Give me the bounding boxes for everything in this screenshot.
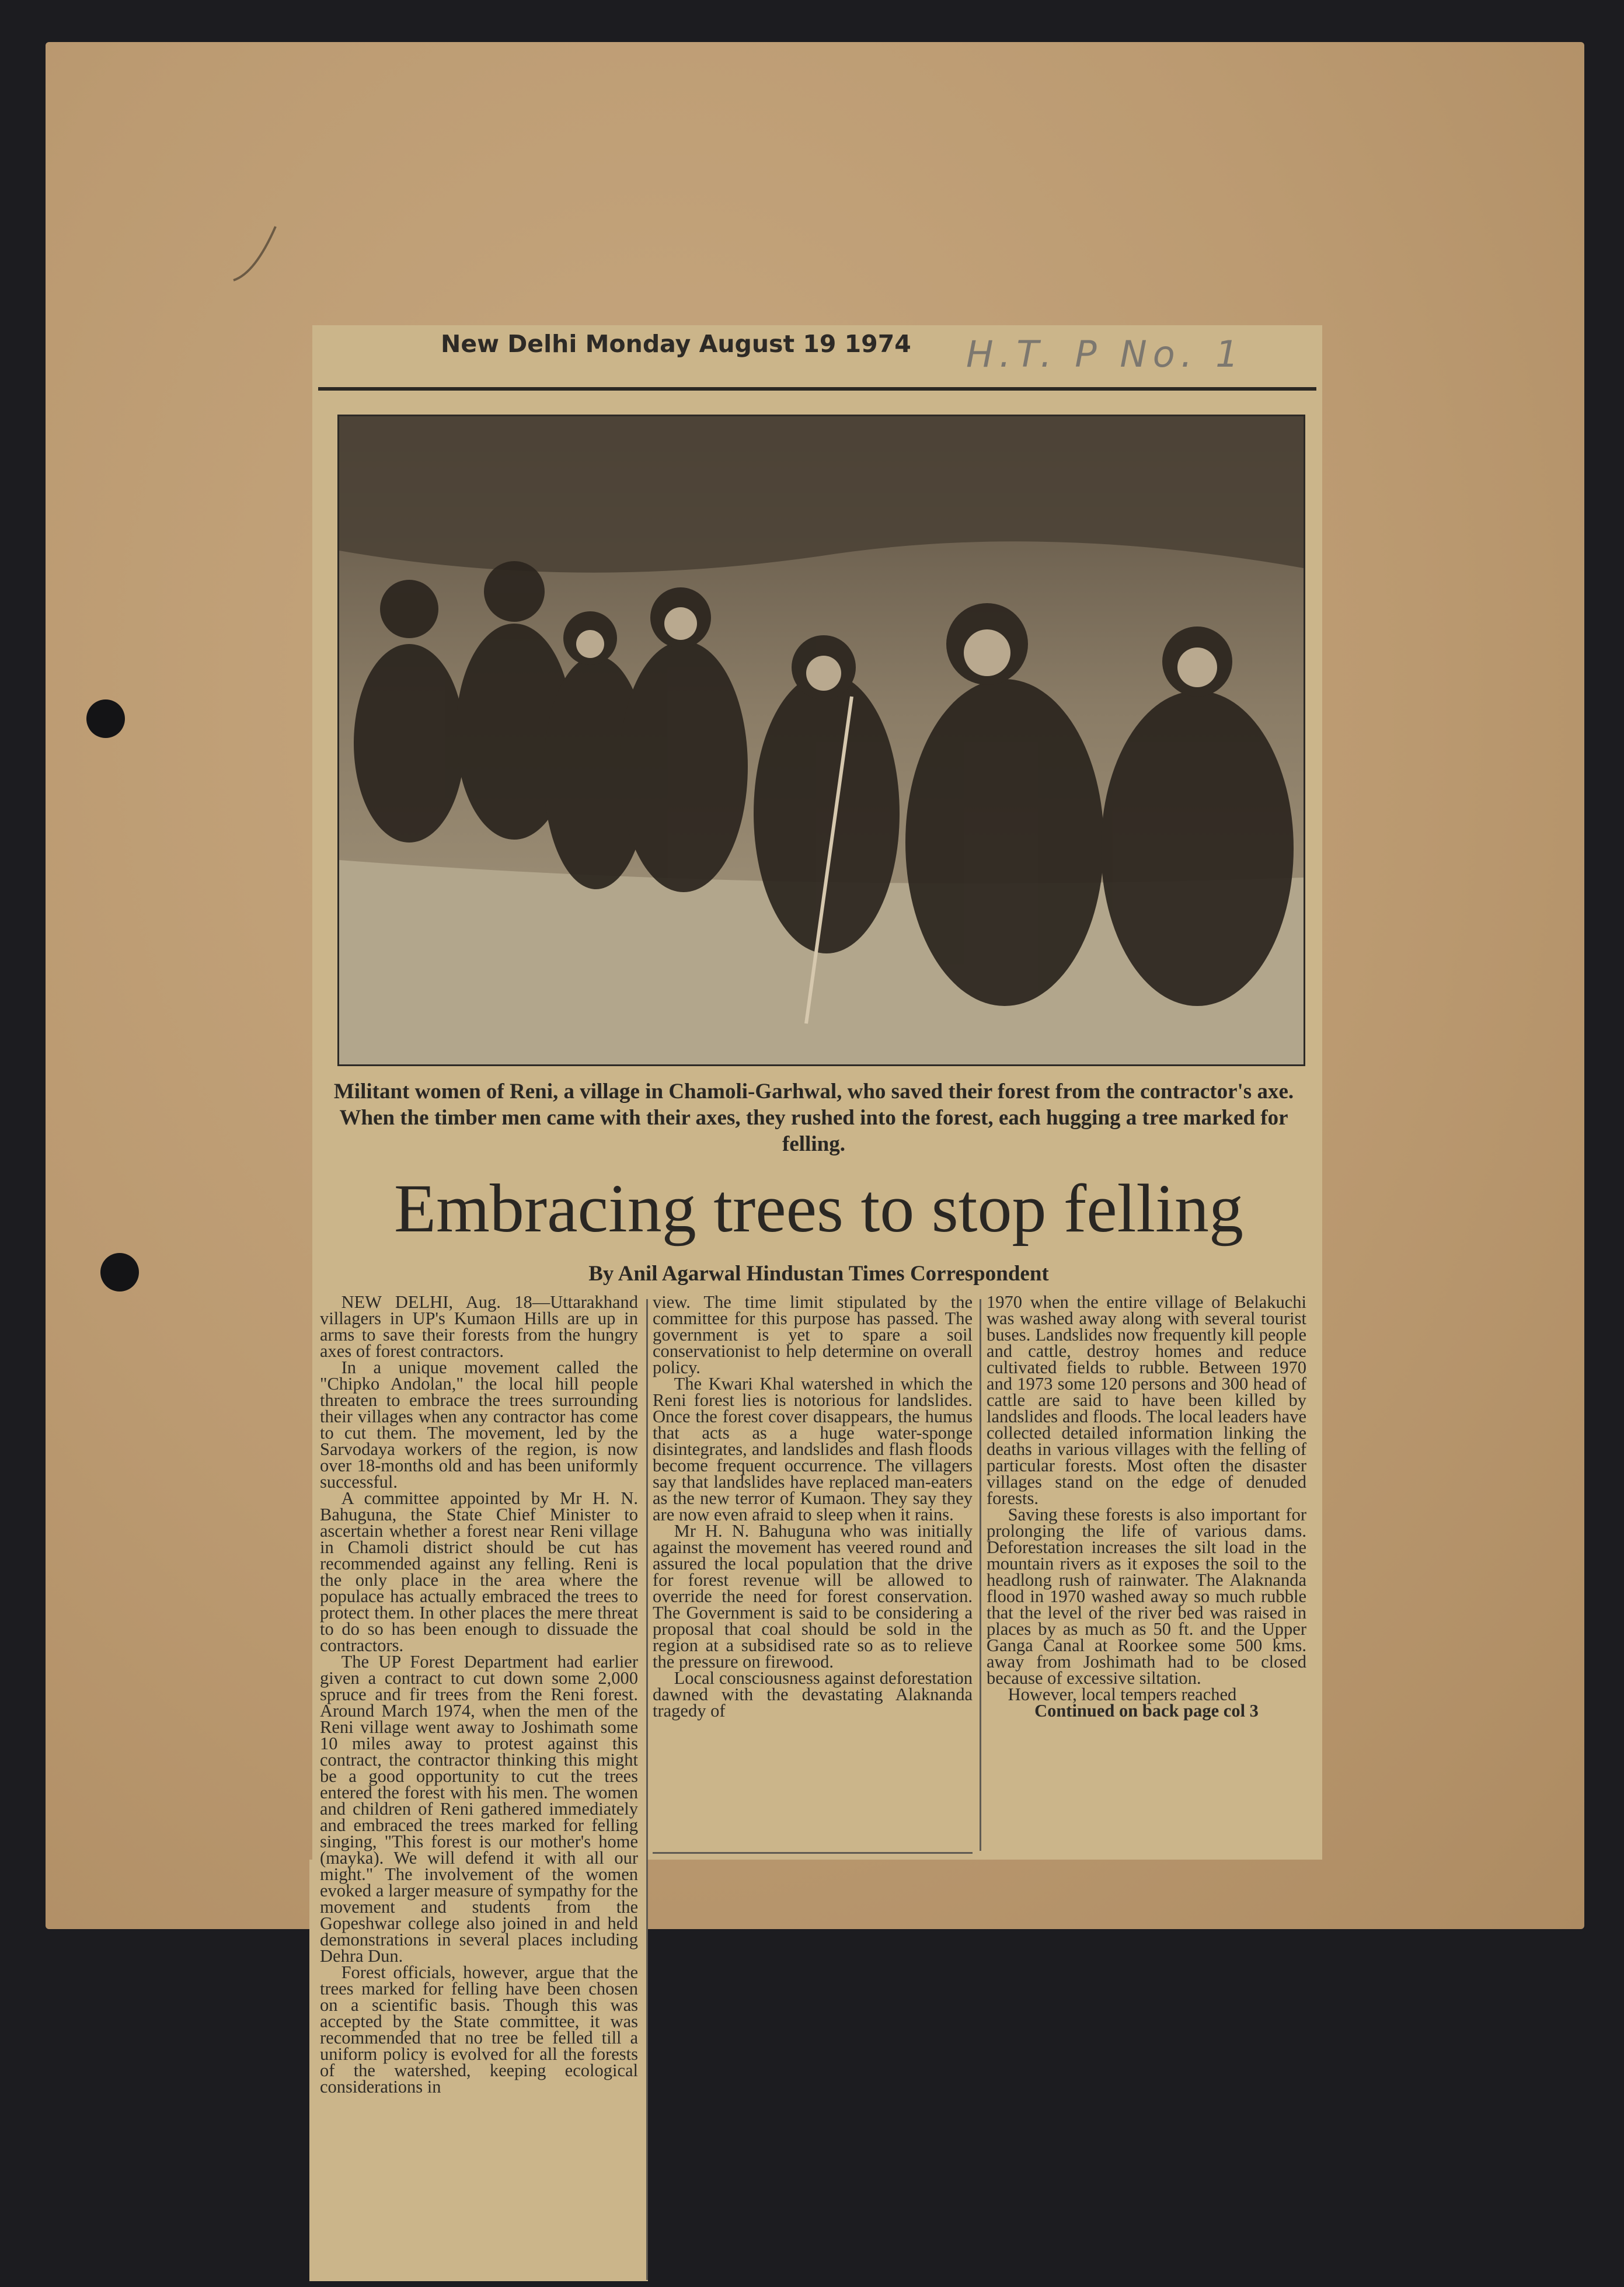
paragraph: Local consciousness against deforestation dawned with the devastating Alaknanda tragedy of bbox=[653, 1668, 973, 1721]
header-rule bbox=[318, 387, 1316, 391]
paragraph: Mr H. N. Bahuguna who was initially against the movement has veered round and assured the local population that the drive for forest revenue will be allowed to override the need for forest conservation. The Government is said to be considering a proposal that coal should be sold in the region at a subsidised rate so as to relieve the pressure on firewood. bbox=[653, 1521, 973, 1672]
paragraph: The UP Forest Department had earlier given a contract to cut down some 2,000 spruce and fir trees from the Reni forest. Around March 1974, when the men of the Reni village went away to Joshimath some 10 miles away to protest against this contract, the contractor thinking this might be a good opportunity to cut the trees entered the forest with his men. The women and children of Reni gathered immediately and embraced the trees marked for felling singing, "This forest is our mother's home (mayka). We will defend it with all our might." The involvement of the women evoked a larger measure of sympathy for the movement and students from the Gopeshwar college also joined in and held demonstrations in several places including Dehra Dun. bbox=[320, 1652, 638, 1966]
pencil-tick-mark bbox=[229, 222, 281, 286]
news-photograph bbox=[337, 415, 1305, 1066]
paragraph: 1970 when the entire village of Belakuchi was washed away along with several tourist buses. Landslides now frequently kill people and cattle, destroy homes and reduce cultivated fields to rubble. Between 1970 and 1973 some 120 persons and 300 head of cattle are said to have been killed by landslides and floods. The local leaders have collected detailed information linking the deaths in various villages with the felling of particular forests. Most often the disaster villages stand on the edge of denuded forests. bbox=[987, 1292, 1306, 1508]
paragraph: Saving these forests is also important for prolonging the life of various dams. Deforestation increases the silt load in the mountain rivers as it exposes the soil to the headlong rush of rainwater. The Alaknanda flood in 1970 washed away so much rubble that the level of the river bed was raised in places by as much as 50 ft. and the Upper Ganga Canal at Roorkee some 500 kms. away from Joshimath had to be closed because of excessive siltation. bbox=[987, 1505, 1306, 1688]
paragraph: However, local tempers reached bbox=[1008, 1684, 1237, 1704]
column-divider bbox=[980, 1299, 981, 1851]
photo-caption: Militant women of Reni, a village in Chamoli-Garhwal, who saved their forest from the contractor's axe. When the timber men came with their axes, they rushed into the forest, each hugging a tree marked for felling. bbox=[333, 1080, 1294, 1156]
paragraph: In a unique movement called the "Chipko Andolan," the local hill people threaten to embrace the trees surrounding their villages when any contractor has come to cut them. The movement, led by the Sarvodaya workers of the region, is now over 18-months old and has been uniformly successful. bbox=[320, 1357, 638, 1492]
paragraph: Forest officials, however, argue that the trees marked for felling have been chosen on a scientific basis. Though this was accepted by the State committee, it was recommended that no tree be felled till a uniform policy is evolved for all the forests of the watershed, keeping ecological considerations in bbox=[320, 1962, 638, 2097]
article-column-1 bbox=[320, 1294, 638, 2275]
punch-hole-top bbox=[86, 699, 125, 738]
continued-notice: Continued on back page col 3 bbox=[1034, 1701, 1259, 1721]
punch-hole-bottom bbox=[100, 1253, 139, 1292]
paragraph: The Kwari Khal watershed in which the Reni forest lies is notorious for landslides. Once the forest cover disappears, the humus that acts as a huge water-sponge disintegrates, and landslides and flash floods become frequent occurrence. The villagers say that landslides have replaced man-eaters as the new terror of Kumaon. They say they are now even afraid to sleep when it rains. bbox=[653, 1374, 973, 1524]
dateline: New Delhi Monday August 19 1974 bbox=[441, 330, 911, 358]
byline: By Anil Agarwal Hindustan Times Correspondent bbox=[588, 1262, 1049, 1286]
article-column-2 bbox=[653, 1294, 973, 1854]
handwritten-annotation: H.T. P No. 1 bbox=[966, 333, 1245, 375]
women-seated-photograph-image bbox=[339, 416, 1304, 1064]
article-column-3 bbox=[987, 1294, 1306, 1854]
column-divider bbox=[646, 1299, 648, 2280]
paragraph: A committee appointed by Mr H. N. Bahuguna, the State Chief Minister to ascertain whether a forest near Reni village in Chamoli district should be cut has recommended against any felling. Reni is the only place in the area where the populace has actually embraced the trees to protect them. In other places the mere threat to do so has been enough to dissuade the contractors. bbox=[320, 1488, 638, 1655]
paragraph: view. The time limit stipulated by the committee for this purpose has passed. The government is yet to spare a soil conservationist to help determine on overall policy. bbox=[653, 1292, 973, 1377]
headline: Embracing trees to stop felling bbox=[394, 1170, 1243, 1247]
paragraph: NEW DELHI, Aug. 18—Uttarakhand villagers in UP's Kumaon Hills are up in arms to save their forests from the hungry axes of forest contractors. bbox=[320, 1292, 638, 1361]
